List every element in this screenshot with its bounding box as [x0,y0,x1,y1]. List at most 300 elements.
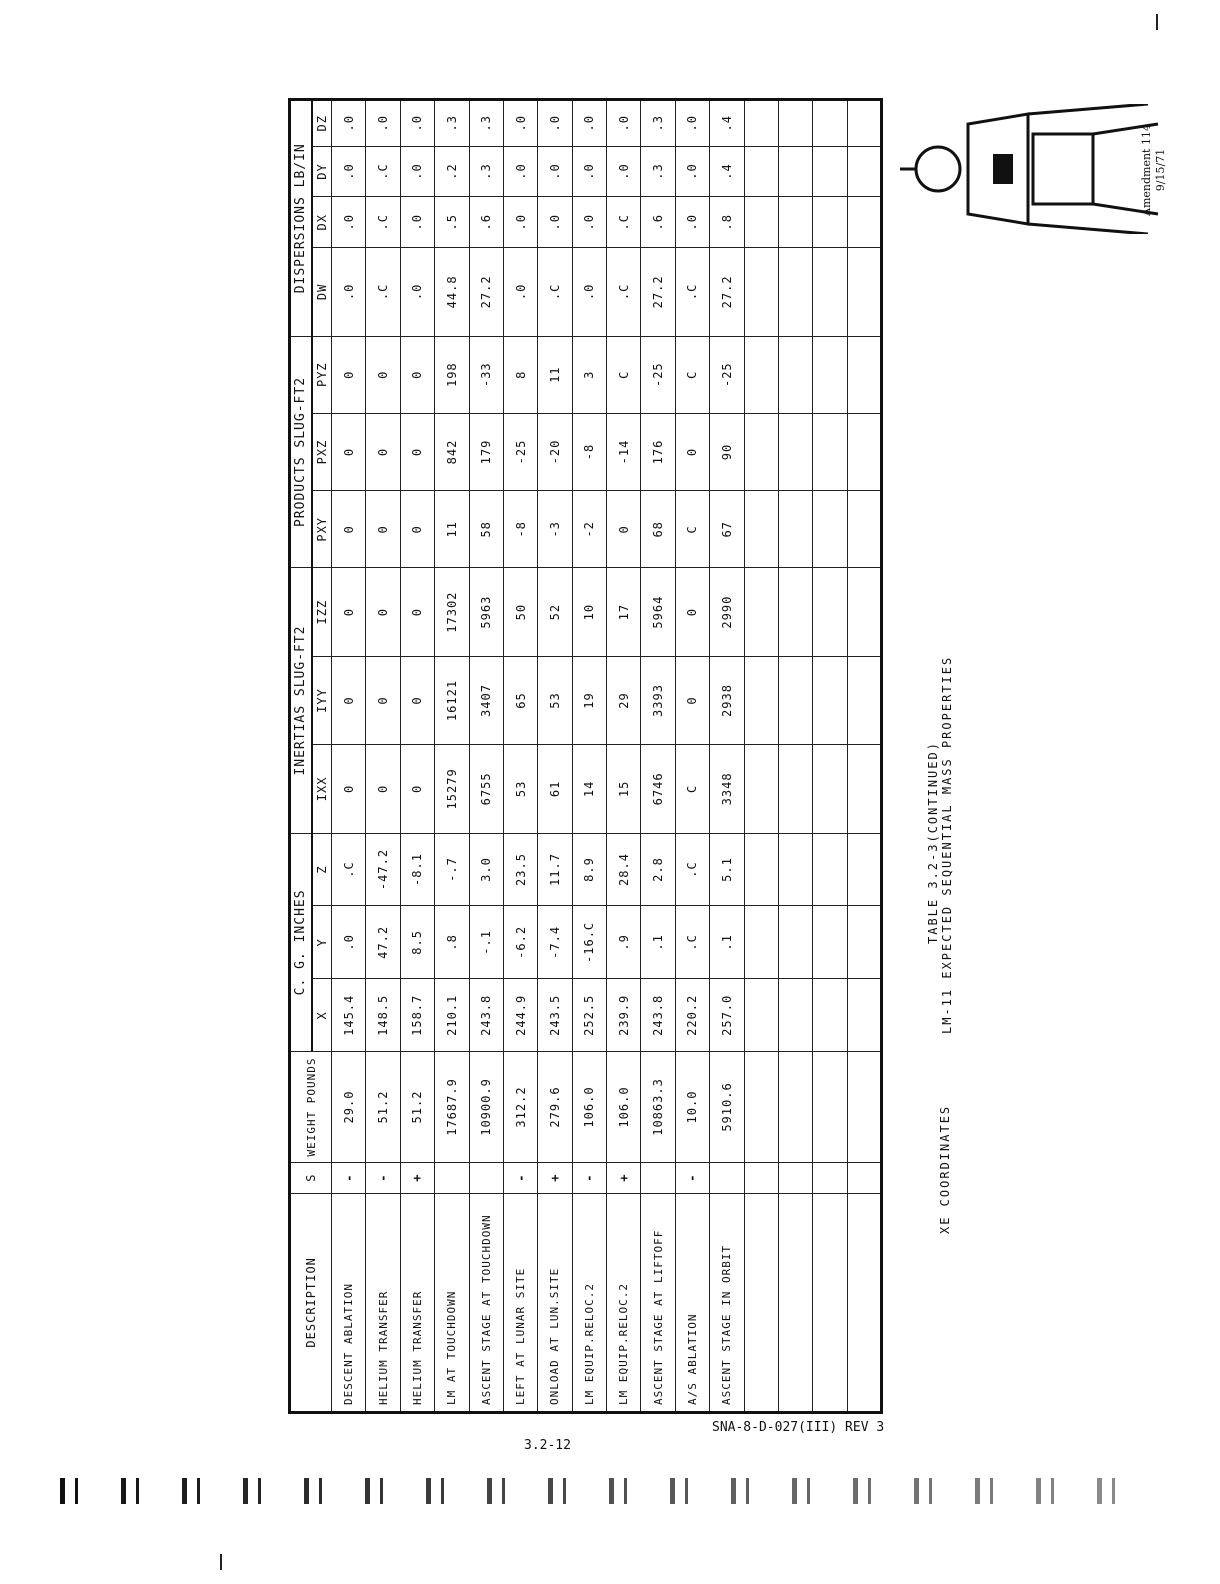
cell-izz: 50 [503,568,537,656]
cell-ixx: 0 [400,745,434,833]
cell-x: 220.2 [675,979,709,1052]
cell-pxy: 68 [641,491,675,568]
cell-y: -.1 [469,906,503,979]
cell-empty [847,413,881,490]
cell-dy: .3 [641,146,675,197]
film-mark [487,1478,505,1504]
table-row [675,100,709,1413]
cell-x: 257.0 [710,979,744,1052]
cell-empty [847,745,881,833]
cell-izz: 5964 [641,568,675,656]
cell-empty [813,568,847,656]
cell-iyy: 2938 [710,656,744,744]
group-cg: C. G. INCHES [290,833,312,1052]
cell-desc: HELIUM TRANSFER [366,1193,400,1412]
cell-izz: 0 [675,568,709,656]
cell-dz: .4 [710,100,744,147]
cell-dx: .5 [435,197,469,248]
cell-z: 23.5 [503,833,537,906]
table-row-empty [778,100,812,1413]
group-products: PRODUCTS SLUG-FT2 [290,336,312,568]
cell-empty [847,100,881,147]
cell-y: .9 [607,906,641,979]
cell-empty [813,491,847,568]
cell-empty [813,197,847,248]
film-mark [853,1478,871,1504]
cell-pxy: 0 [607,491,641,568]
cell-pxz: 0 [400,413,434,490]
cell-pyz: -33 [469,336,503,413]
cell-w: 279.6 [538,1052,572,1162]
cell-y: .1 [710,906,744,979]
cell-dx: .0 [675,197,709,248]
page-number: 3.2-12 [524,1438,571,1453]
col-x: X [312,979,332,1052]
cell-empty [778,100,812,147]
cell-x: 243.5 [538,979,572,1052]
table-row [469,100,503,1413]
cell-dz: .0 [538,100,572,147]
cell-dw: 27.2 [710,248,744,336]
cell-pyz: 8 [503,336,537,413]
cell-dz: .0 [332,100,366,147]
cell-empty [778,1193,812,1412]
cell-dy: .0 [572,146,606,197]
cell-z: 8.9 [572,833,606,906]
cell-z: -.7 [435,833,469,906]
cell-empty [778,146,812,197]
cell-empty [847,656,881,744]
cell-w: 17687.9 [435,1052,469,1162]
cell-z: -47.2 [366,833,400,906]
cell-empty [847,1162,881,1193]
cell-w: 10.0 [675,1052,709,1162]
cell-z: -8.1 [400,833,434,906]
cell-w: 106.0 [607,1052,641,1162]
cell-dx: .0 [400,197,434,248]
cell-desc: ONLOAD AT LUN.SITE [538,1193,572,1412]
cell-dz: .3 [435,100,469,147]
cell-izz: 2990 [710,568,744,656]
film-mark [304,1478,322,1504]
cell-s [710,1162,744,1193]
cell-s: - [332,1162,366,1193]
cell-empty [778,906,812,979]
table-row [710,100,744,1413]
cell-z: 11.7 [538,833,572,906]
table-row [607,100,641,1413]
cell-dx: .0 [572,197,606,248]
cell-y: -16.C [572,906,606,979]
cell-pxz: 179 [469,413,503,490]
cell-dy: .0 [675,146,709,197]
cell-empty [847,146,881,197]
cell-dz: .0 [503,100,537,147]
film-mark [731,1478,749,1504]
cell-y: -7.4 [538,906,572,979]
cell-empty [778,656,812,744]
cell-pxy: 11 [435,491,469,568]
cell-empty [778,568,812,656]
col-pxz: PXZ [312,413,332,490]
table-body [332,100,882,1413]
cell-pyz: 0 [366,336,400,413]
cell-ixx: 14 [572,745,606,833]
cell-ixx: 61 [538,745,572,833]
cell-pyz: C [675,336,709,413]
cell-empty [744,146,778,197]
cell-dw: 44.8 [435,248,469,336]
cell-pyz: C [607,336,641,413]
col-dx: DX [312,197,332,248]
cell-empty [847,248,881,336]
cell-y: .1 [641,906,675,979]
cell-izz: 0 [332,568,366,656]
cell-x: 210.1 [435,979,469,1052]
film-mark [914,1478,932,1504]
cell-pxz: 176 [641,413,675,490]
cell-empty [813,833,847,906]
cell-desc: LM EQUIP.RELOC.2 [572,1193,606,1412]
coords-label: XE COORDINATES [938,1104,952,1234]
film-mark [182,1478,200,1504]
cell-dy: .2 [435,146,469,197]
cell-pyz: -25 [710,336,744,413]
table-row [641,100,675,1413]
cell-dw: .C [538,248,572,336]
cell-empty [813,979,847,1052]
table-id: TABLE 3.2-3(CONTINUED) [926,741,940,944]
cell-empty [778,197,812,248]
cell-empty [744,100,778,147]
cell-desc: DESCENT ABLATION [332,1193,366,1412]
cell-iyy: 3407 [469,656,503,744]
cell-x: 243.8 [469,979,503,1052]
cell-x: 158.7 [400,979,434,1052]
cell-y: .0 [332,906,366,979]
corner-mark [1156,14,1158,30]
cell-empty [744,413,778,490]
group-inertias: INERTIAS SLUG-FT2 [290,568,312,833]
cell-desc: LM EQUIP.RELOC.2 [607,1193,641,1412]
cell-pxy: -8 [503,491,537,568]
cell-y: -6.2 [503,906,537,979]
cell-empty [744,568,778,656]
cell-empty [813,1162,847,1193]
cell-dz: .0 [607,100,641,147]
cell-desc: A/S ABLATION [675,1193,709,1412]
table-row [503,100,537,1413]
col-dz: DZ [312,100,332,147]
film-mark [548,1478,566,1504]
cell-dx: .C [607,197,641,248]
cell-empty [778,413,812,490]
cell-empty [813,1052,847,1162]
cell-s: + [607,1162,641,1193]
cell-dx: .C [366,197,400,248]
cell-izz: 10 [572,568,606,656]
film-marks [60,1478,1160,1508]
cell-iyy: 65 [503,656,537,744]
cell-empty [744,833,778,906]
cell-empty [744,656,778,744]
cell-empty [813,248,847,336]
cell-empty [744,979,778,1052]
cell-dz: .0 [400,100,434,147]
cell-izz: 17 [607,568,641,656]
cell-pxz: 0 [675,413,709,490]
cell-w: 51.2 [400,1052,434,1162]
cell-z: .C [332,833,366,906]
film-mark [60,1478,78,1504]
lunar-module-icon [898,104,1168,234]
cell-dw: .0 [400,248,434,336]
cell-x: 239.9 [607,979,641,1052]
cell-pxy: 0 [366,491,400,568]
cell-w: 5910.6 [710,1052,744,1162]
cell-empty [778,336,812,413]
cell-empty [847,833,881,906]
cell-iyy: 0 [675,656,709,744]
document-id: SNA-8-D-027(III) REV 3 [712,1420,885,1435]
cell-pxy: 58 [469,491,503,568]
cell-pyz: 11 [538,336,572,413]
cell-s: - [675,1162,709,1193]
cell-empty [778,248,812,336]
col-y: Y [312,906,332,979]
cell-dy: .0 [332,146,366,197]
cell-pxy: -2 [572,491,606,568]
cell-z: 3.0 [469,833,503,906]
amendment-line1: Amendment 114 [1140,124,1153,216]
cell-z: .C [675,833,709,906]
col-dy: DY [312,146,332,197]
cell-dw: 27.2 [641,248,675,336]
cell-iyy: 3393 [641,656,675,744]
col-description: DESCRIPTION [290,1193,332,1412]
cell-ixx: 6755 [469,745,503,833]
cell-empty [847,1052,881,1162]
cell-empty [778,745,812,833]
cell-empty [778,1162,812,1193]
cell-pxy: C [675,491,709,568]
cell-ixx: C [675,745,709,833]
cell-izz: 17302 [435,568,469,656]
rotated-page-region [288,98,1173,1414]
cell-pyz: 0 [332,336,366,413]
film-mark [426,1478,444,1504]
cell-y: .C [675,906,709,979]
cell-s: + [538,1162,572,1193]
cell-empty [847,336,881,413]
cell-pxz: 842 [435,413,469,490]
cell-s [469,1162,503,1193]
cell-empty [847,568,881,656]
cell-ixx: 0 [332,745,366,833]
mass-properties-table [288,98,883,1414]
cell-empty [744,1193,778,1412]
cell-empty [847,197,881,248]
cell-dx: .8 [710,197,744,248]
cell-pyz: -25 [641,336,675,413]
cell-empty [847,1193,881,1412]
cell-empty [744,248,778,336]
cell-empty [744,1162,778,1193]
cell-iyy: 53 [538,656,572,744]
cell-dw: .0 [572,248,606,336]
cell-empty [813,100,847,147]
cell-iyy: 19 [572,656,606,744]
cell-pxz: 90 [710,413,744,490]
cell-dy: .0 [400,146,434,197]
table-row [572,100,606,1413]
cell-s: + [400,1162,434,1193]
cell-x: 244.9 [503,979,537,1052]
cell-empty [744,336,778,413]
cell-pyz: 198 [435,336,469,413]
col-weight: WEIGHT POUNDS [290,1052,332,1162]
cell-dz: .0 [675,100,709,147]
cell-pxz: -14 [607,413,641,490]
film-mark [1097,1478,1115,1504]
col-s: S [290,1162,332,1193]
cell-empty [813,413,847,490]
cell-x: 243.8 [641,979,675,1052]
cell-dz: .3 [641,100,675,147]
cell-w: 29.0 [332,1052,366,1162]
cell-empty [744,745,778,833]
cell-w: 106.0 [572,1052,606,1162]
cell-s [641,1162,675,1193]
cell-iyy: 0 [332,656,366,744]
film-mark [792,1478,810,1504]
table-row-empty [813,100,847,1413]
table-row [366,100,400,1413]
cell-pxz: -20 [538,413,572,490]
table-frame [288,98,1173,1414]
cell-w: 51.2 [366,1052,400,1162]
cell-dz: .3 [469,100,503,147]
cell-dy: .3 [469,146,503,197]
cell-izz: 52 [538,568,572,656]
cell-iyy: 0 [400,656,434,744]
table-row [332,100,366,1413]
cell-dw: .C [366,248,400,336]
cell-desc: ASCENT STAGE IN ORBIT [710,1193,744,1412]
col-pyz: PYZ [312,336,332,413]
cell-w: 312.2 [503,1052,537,1162]
cell-dy: .0 [503,146,537,197]
cell-empty [813,146,847,197]
cell-iyy: 0 [366,656,400,744]
cell-pyz: 0 [400,336,434,413]
col-izz: IZZ [312,568,332,656]
cell-dy: .0 [538,146,572,197]
cell-pxz: 0 [332,413,366,490]
cell-z: 28.4 [607,833,641,906]
cell-dx: .6 [469,197,503,248]
cell-empty [744,906,778,979]
cell-ixx: 0 [366,745,400,833]
table-row [435,100,469,1413]
cell-dw: .0 [503,248,537,336]
cell-desc: LM AT TOUCHDOWN [435,1193,469,1412]
table-row [400,100,434,1413]
cell-w: 10863.3 [641,1052,675,1162]
cell-iyy: 16121 [435,656,469,744]
col-z: Z [312,833,332,906]
group-dispersions: DISPERSIONS LB/IN [290,100,312,337]
cell-dy: .0 [607,146,641,197]
cell-ixx: 6746 [641,745,675,833]
cell-x: 145.4 [332,979,366,1052]
cell-empty [744,1052,778,1162]
cell-empty [778,1052,812,1162]
col-pxy: PXY [312,491,332,568]
table-row [538,100,572,1413]
cell-pxz: -25 [503,413,537,490]
table-row-empty [847,100,881,1413]
cell-empty [813,336,847,413]
film-mark [243,1478,261,1504]
table-subtitle: LM-11 EXPECTED SEQUENTIAL MASS PROPERTIES [940,655,954,1034]
cell-empty [813,656,847,744]
cell-dw: .0 [332,248,366,336]
cell-desc: LEFT AT LUNAR SITE [503,1193,537,1412]
cell-s: - [503,1162,537,1193]
cell-s [435,1162,469,1193]
cell-ixx: 15279 [435,745,469,833]
cell-empty [744,197,778,248]
cell-izz: 0 [366,568,400,656]
cell-dw: 27.2 [469,248,503,336]
cell-empty [813,906,847,979]
table-row-empty [744,100,778,1413]
cell-x: 252.5 [572,979,606,1052]
cell-dx: .6 [641,197,675,248]
cell-dx: .0 [503,197,537,248]
cell-empty [778,833,812,906]
cell-pxz: -8 [572,413,606,490]
cell-empty [778,979,812,1052]
cell-desc: ASCENT STAGE AT LIFTOFF [641,1193,675,1412]
cell-pxy: -3 [538,491,572,568]
cell-dw: .C [607,248,641,336]
film-mark [121,1478,139,1504]
col-iyy: IYY [312,656,332,744]
cell-ixx: 15 [607,745,641,833]
cell-izz: 5963 [469,568,503,656]
cell-empty [813,1193,847,1412]
col-dw: DW [312,248,332,336]
cell-desc: HELIUM TRANSFER [400,1193,434,1412]
cell-pxy: 67 [710,491,744,568]
cell-iyy: 29 [607,656,641,744]
cell-empty [847,979,881,1052]
cell-z: 2.8 [641,833,675,906]
cell-pyz: 3 [572,336,606,413]
cell-dy: .4 [710,146,744,197]
film-mark [1036,1478,1054,1504]
film-mark [975,1478,993,1504]
film-mark [365,1478,383,1504]
cell-empty [778,491,812,568]
cell-w: 10900.9 [469,1052,503,1162]
cell-dy: .C [366,146,400,197]
cell-dz: .0 [366,100,400,147]
cell-y: 8.5 [400,906,434,979]
cell-pxz: 0 [366,413,400,490]
